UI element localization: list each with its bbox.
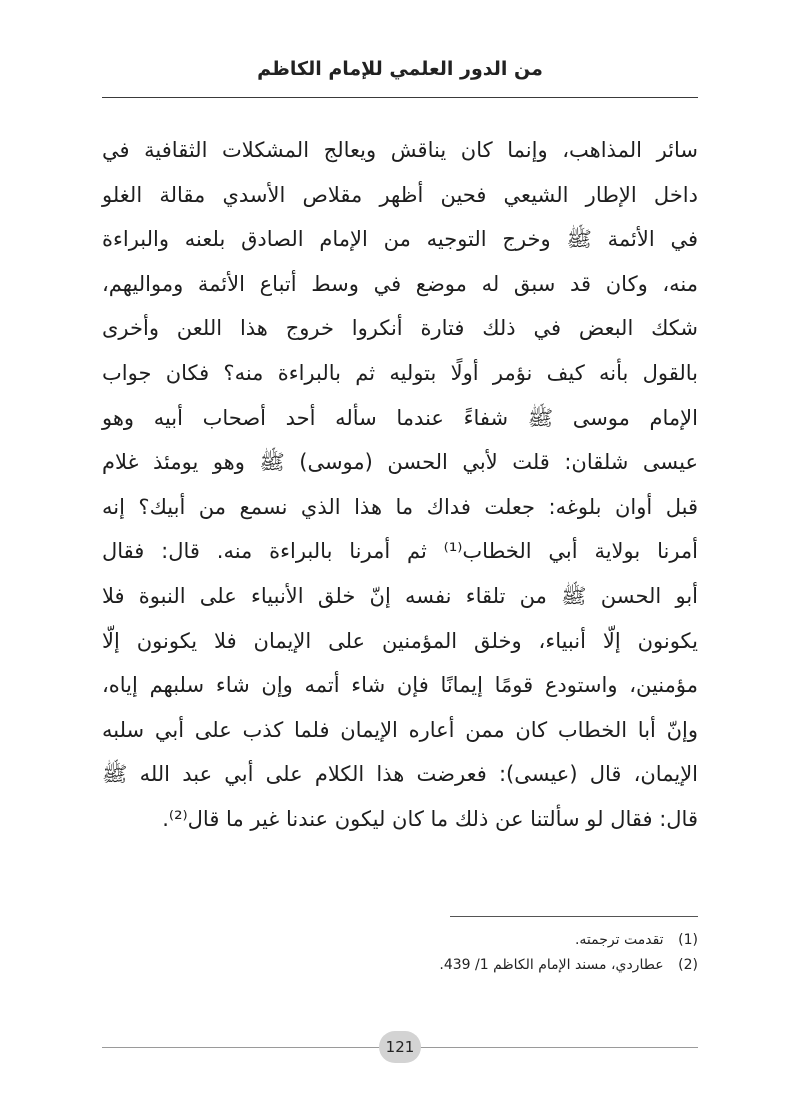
- body-line: الإمام موسى ﷺ شفاءً عندما سأله أحد أصحاب أبيه وهو: [102, 405, 698, 430]
- body-line: بالقول بأنه كيف نؤمر أولًا بتوليه ثم بالبراءة منه؟ فكان جواب: [102, 360, 698, 385]
- body-line: يكونون إلّا أنبياء، وخلق المؤمنين على الإيمان فلا يكونون إلّا: [102, 628, 698, 653]
- body-line: شكك البعض في ذلك فتارة أنكروا خروج هذا اللعن وأخرى: [102, 316, 698, 341]
- footnote-item: [102, 953, 698, 978]
- body-line: سائر المذاهب، وإنما كان يناقش ويعالج المشكلات الثقافية في: [102, 138, 698, 162]
- body-line: وإنّ أبا الخطاب كان ممن أعاره الإيمان فلما كذب على أبي سلبه: [102, 717, 698, 742]
- body-line: في الأئمة ﷺ وخرج التوجيه من الإمام الصادق بلعنه والبراءة: [102, 227, 698, 252]
- body-text: [102, 128, 698, 842]
- footnote-text: عطاردي، مسند الإمام الكاظم 1/ 439.: [439, 957, 664, 973]
- body-line: منه، وكان قد سبق له موضع في وسط أتباع الأئمة ومواليهم،: [102, 271, 698, 296]
- body-line: مؤمنين، واستودع قومًا إيمانًا فإن شاء أتمه وإن شاء سلبهم إياه،: [102, 673, 698, 698]
- body-line: الإيمان، قال (عيسى): فعرضت هذا الكلام على أبي عبد الله ﷺ: [102, 762, 698, 787]
- body-line: قال: فقال لو سألتنا عن ذلك ما كان ليكون عندنا غير ما قال⁽²⁾.: [162, 806, 698, 831]
- footnote-separator: [450, 916, 698, 917]
- page-number-rule-right: [420, 1047, 698, 1048]
- body-line: أبو الحسن ﷺ من تلقاء نفسه إنّ خلق الأنبياء على النبوة فلا: [102, 583, 698, 608]
- header-rule: [102, 97, 698, 98]
- body-line: عيسى شلقان: قلت لأبي الحسن (موسى) ﷺ وهو يومئذ غلام: [102, 450, 698, 475]
- page-number-rule-left: [102, 1047, 380, 1048]
- running-header-title: من الدور العلمي للإمام الكاظم: [257, 58, 543, 80]
- footnote-item: [102, 928, 698, 953]
- footnotes: [102, 928, 698, 978]
- body-line: أمرنا بولاية أبي الخطاب⁽¹⁾ ثم أمرنا بالبراءة منه. قال: فقال: [102, 539, 698, 564]
- footnote-number: (1): [678, 932, 698, 948]
- body-line: داخل الإطار الشيعي فحين أظهر مقلاص الأسدي مقالة الغلو: [102, 182, 698, 207]
- body-line: قبل أوان بلوغه: جعلت فداك ما هذا الذي نسمع من أبيك؟ إنه: [102, 494, 698, 519]
- footnote-text: تقدمت ترجمته.: [574, 932, 664, 948]
- footnote-number: (2): [678, 957, 698, 973]
- page-number: 121: [379, 1031, 421, 1063]
